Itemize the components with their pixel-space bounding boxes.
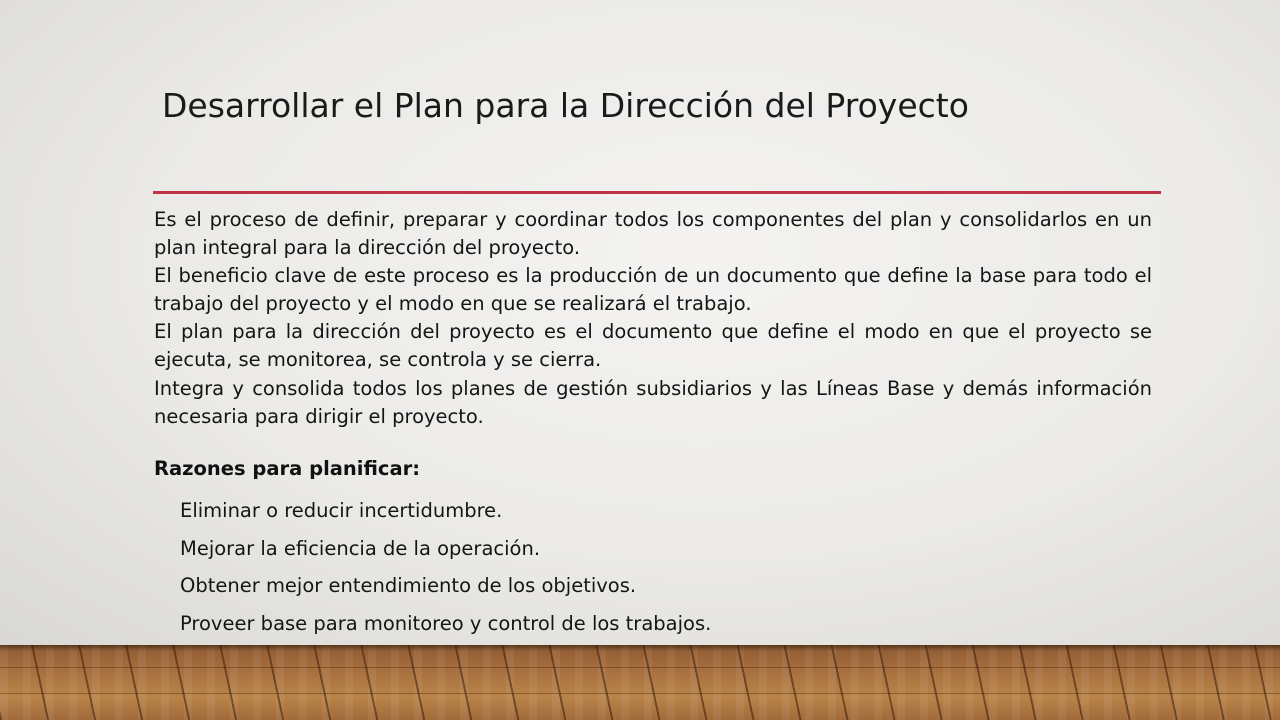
body-paragraph: Integra y consolida todos los planes de gestión subsidiarios y las Líneas Base y demás información necesaria para dirigir el proyecto. [154, 376, 1152, 428]
reason-item: Eliminar o reducir incertidumbre. [180, 499, 503, 522]
body-paragraph: El plan para la dirección del proyecto es el documento que define el modo en que el proyecto se ejecuta, se monitorea, se controla y se cierra. [154, 320, 1152, 372]
reason-item: Proveer base para monitoreo y control de los trabajos. [180, 611, 712, 635]
body-paragraph: Es el proceso de definir, preparar y coordinar todos los componentes del plan y consolidarlos en un plan integral para la dirección del proyecto. [154, 208, 1152, 260]
body-paragraph: El beneficio clave de este proceso es la producción de un documento que define la base para todo el trabajo del proyecto y el modo en que se realizará el trabajo. [154, 264, 1152, 316]
floor-seam [0, 693, 1280, 694]
floor-seam [0, 667, 1280, 668]
slide-title: Desarrollar el Plan para la Dirección del Proyecto [162, 86, 969, 125]
wood-floor [0, 645, 1280, 720]
reasons-heading: Razones para planificar: [154, 457, 421, 480]
slide-body [154, 206, 1152, 431]
reasons-list [180, 496, 711, 646]
reason-item: Mejorar la eficiencia de la operación. [180, 536, 541, 560]
title-divider [153, 191, 1161, 194]
reason-item: Obtener mejor entendimiento de los objetivos. [180, 574, 637, 597]
